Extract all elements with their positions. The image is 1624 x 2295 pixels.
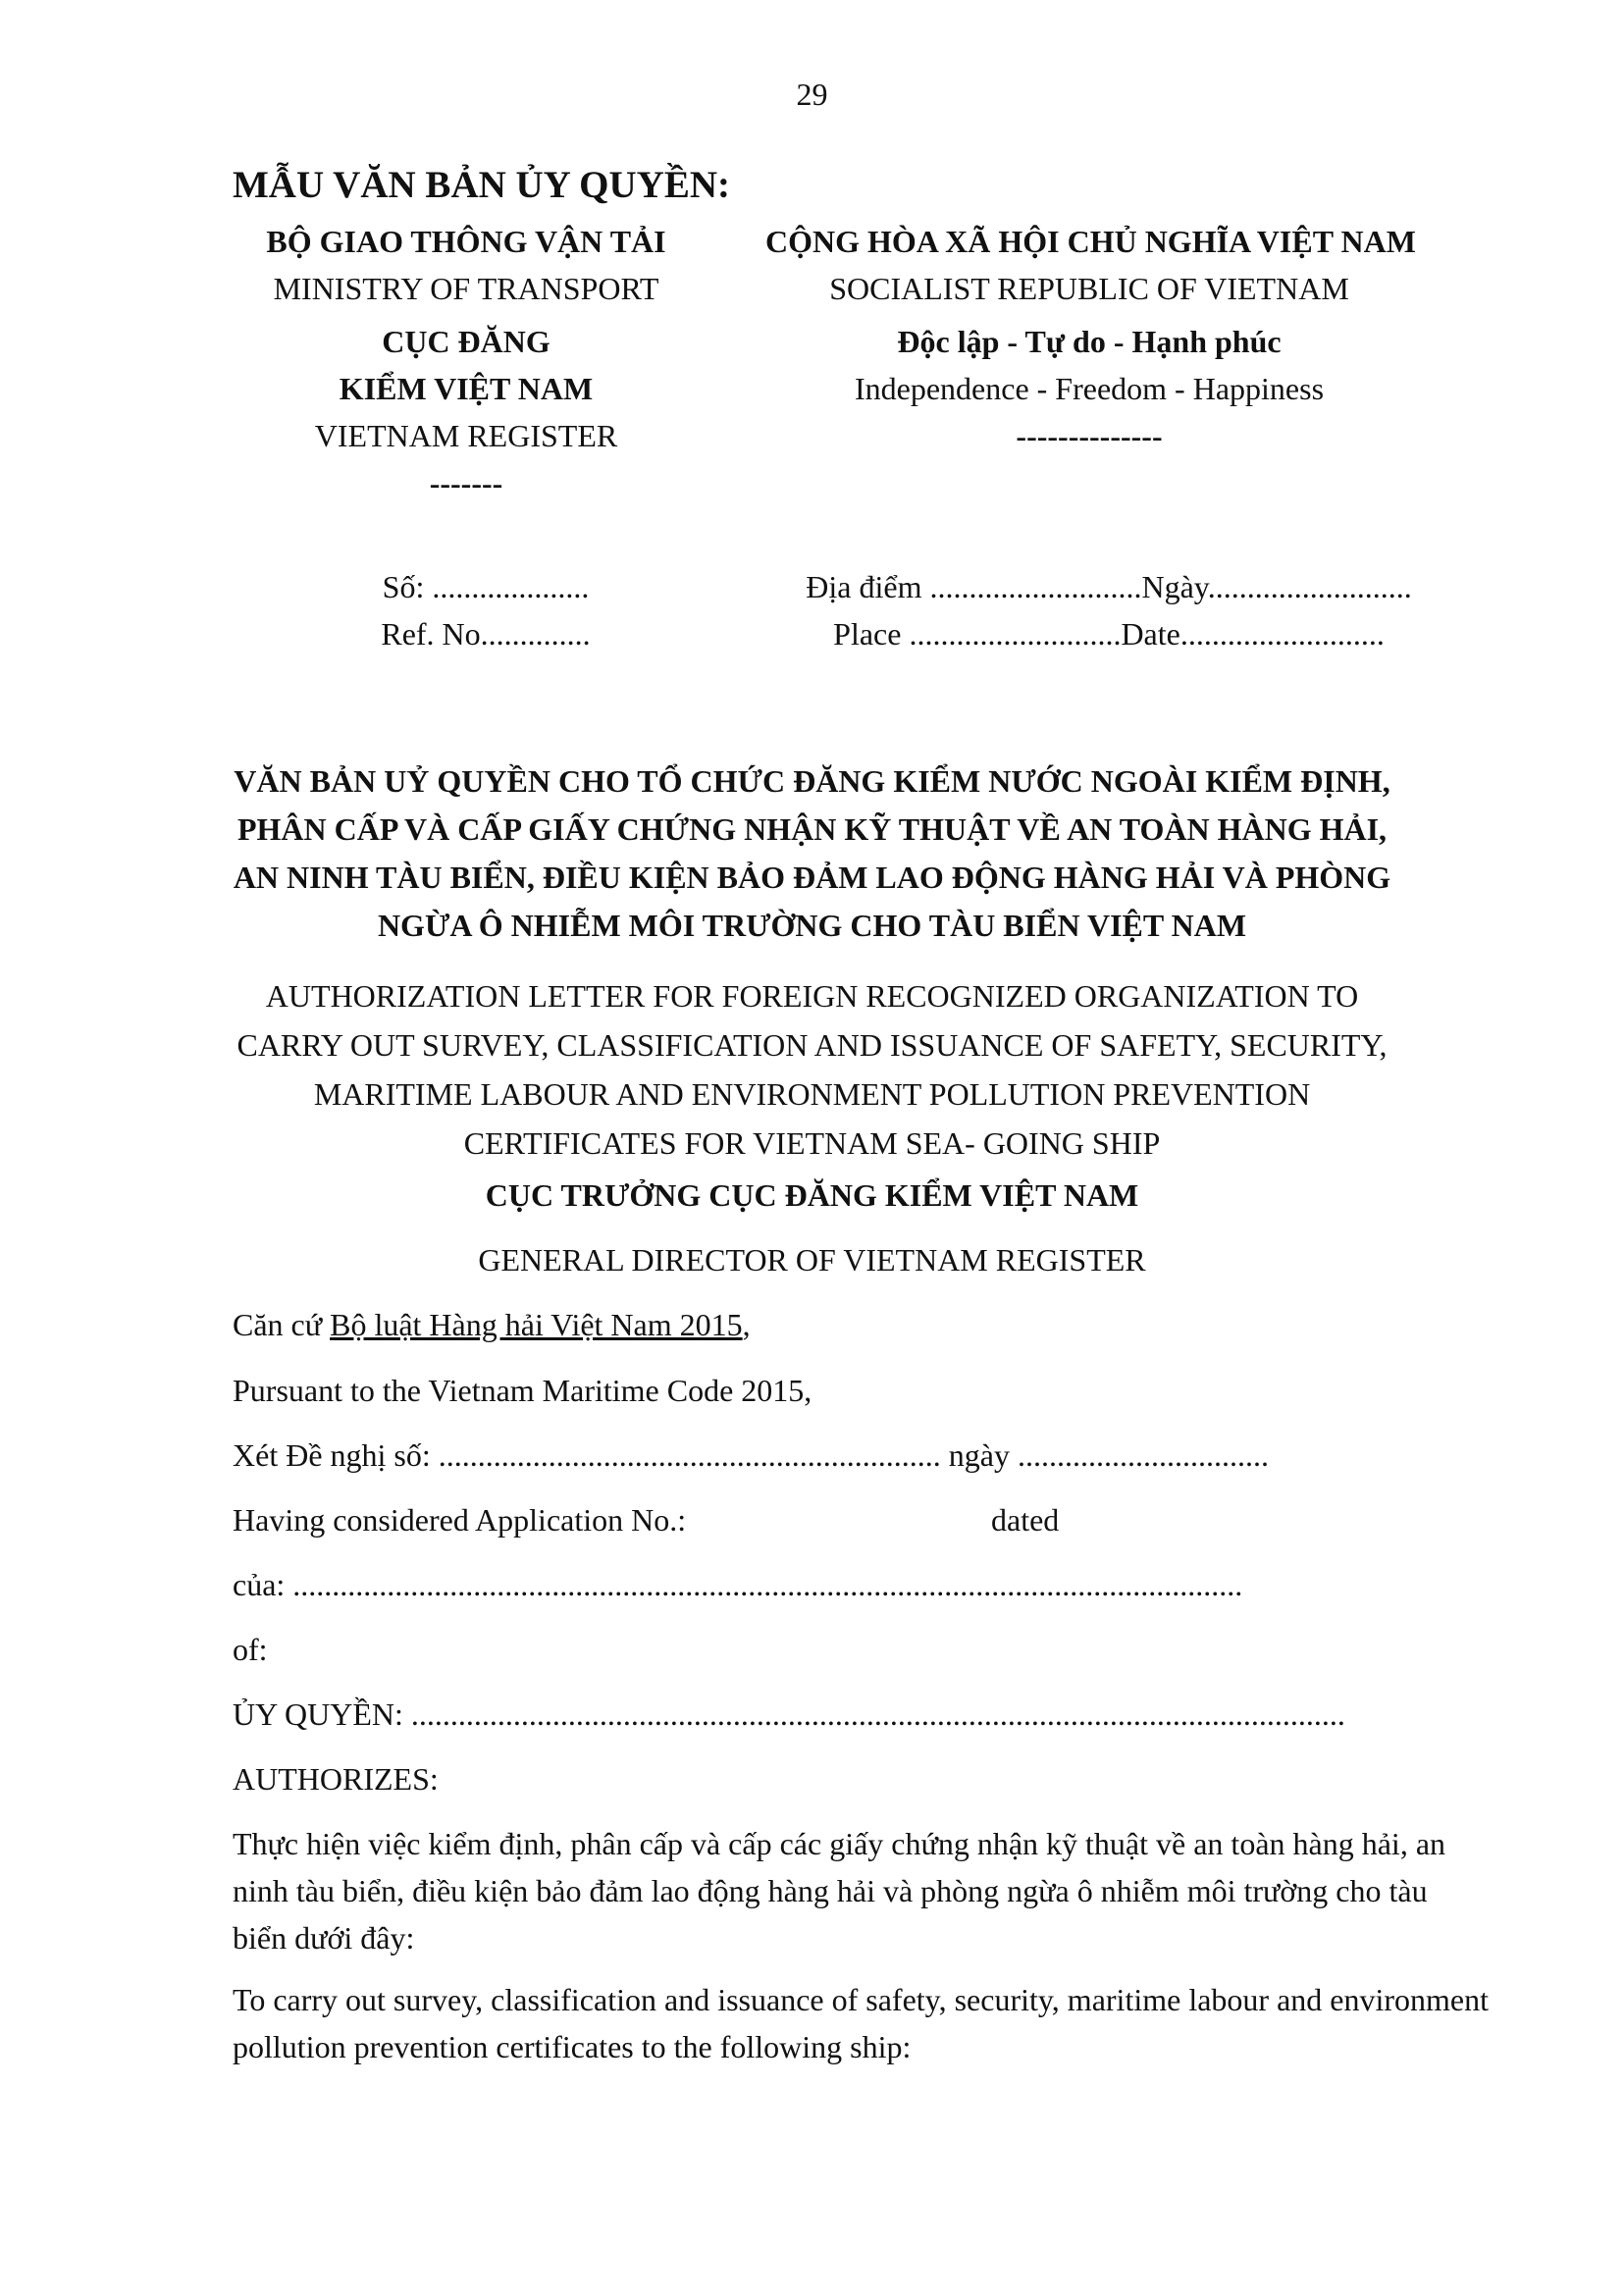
document-title-en: [196, 971, 1428, 1168]
application-dated-en: dated: [991, 1502, 1060, 1538]
authorizes-en: AUTHORIZES:: [233, 1761, 439, 1797]
scope-paragraph-en: To carry out survey, classification and issuance of safety, security, maritime labour and environment pollution prevention certificates to the following ship:: [233, 1982, 1489, 2064]
pursuant-vi: [233, 1307, 751, 1343]
director-title-vi: CỤC TRƯỞNG CỤC ĐĂNG KIỂM VIỆT NAM: [485, 1177, 1139, 1213]
republic-name-vi: CỘNG HÒA XÃ HỘI CHỦ NGHĨA VIỆT NAM: [765, 224, 1416, 259]
authorizes-vi: ỦY QUYỀN: .......................................................................................................................: [233, 1696, 1345, 1732]
title-vi-line: NGỪA Ô NHIỄM MÔI TRƯỜNG CHO TÀU BIỂN VIỆT NAM: [377, 908, 1247, 943]
agency-name-vi: CỤC ĐĂNG KIỂM VIỆT NAM: [339, 324, 594, 406]
motto-en: Independence - Freedom - Happiness: [854, 371, 1325, 406]
title-vi-line: PHÂN CẤP VÀ CẤP GIẤY CHỨNG NHẬN KỸ THUẬT VỀ AN TOÀN HÀNG HẢI,: [236, 811, 1388, 847]
reference-number-en: Ref. No..............: [381, 616, 591, 652]
document-heading: MẪU VĂN BẢN ỦY QUYỀN:: [233, 164, 730, 206]
issuer-separator: -------: [429, 465, 503, 500]
republic-header: [765, 218, 1416, 459]
director-title-en: GENERAL DIRECTOR OF VIETNAM REGISTER: [478, 1242, 1146, 1278]
place-date-block: [765, 563, 1452, 657]
motto-vi: Độc lập - Tự do - Hạnh phúc: [897, 324, 1282, 359]
applicant-vi: của: .........................................................................................................................: [233, 1567, 1243, 1602]
pursuant-vi-suffix: ,: [742, 1307, 751, 1342]
pursuant-vi-prefix: Căn cứ: [233, 1307, 331, 1342]
title-vi-line: AN NINH TÀU BIỂN, ĐIỀU KIỆN BẢO ĐẢM LAO ĐỘNG HÀNG HẢI VÀ PHÒNG: [233, 860, 1391, 895]
issuer-header: [236, 218, 697, 506]
ministry-name-vi: BỘ GIAO THÔNG VẬN TẢI: [266, 224, 666, 259]
title-vi-line: VĂN BẢN UỶ QUYỀN CHO TỔ CHỨC ĐĂNG KIỂM NƯỚC NGOÀI KIỂM ĐỊNH,: [234, 763, 1390, 799]
republic-name-en: SOCIALIST REPUBLIC OF VIETNAM: [829, 271, 1349, 306]
page-number: 29: [796, 77, 828, 112]
place-date-en: Place ...........................Date..........................: [833, 616, 1385, 652]
title-en-line: MARITIME LABOUR AND ENVIRONMENT POLLUTION PREVENTION: [313, 1076, 1311, 1112]
application-number-en: Having considered Application No.:: [233, 1502, 687, 1538]
reference-number-vi: Số: ....................: [382, 569, 590, 604]
reference-number-block: [236, 563, 697, 657]
title-en-line: AUTHORIZATION LETTER FOR FOREIGN RECOGNIZED ORGANIZATION TO: [265, 978, 1359, 1014]
title-en-line: CARRY OUT SURVEY, CLASSIFICATION AND ISSUANCE OF SAFETY, SECURITY,: [236, 1027, 1388, 1063]
place-date-vi: Địa điểm ...........................Ngày..........................: [806, 569, 1412, 604]
pursuant-en: Pursuant to the Vietnam Maritime Code 2015,: [233, 1373, 812, 1408]
republic-separator: --------------: [1016, 418, 1163, 453]
applicant-en: of:: [233, 1632, 268, 1667]
application-number-vi: Xét Đề nghị số: ................................................................ ngày ................................: [233, 1437, 1269, 1473]
document-title-vi: [196, 757, 1428, 950]
maritime-code-link[interactable]: Bộ luật Hàng hải Việt Nam 2015: [330, 1307, 743, 1342]
agency-name-en: VIETNAM REGISTER: [314, 418, 618, 453]
scope-paragraph-vi: Thực hiện việc kiểm định, phân cấp và cấp các giấy chứng nhận kỹ thuật về an toàn hàng hải, an ninh tàu biển, điều kiện bảo đảm lao động hàng hải và phòng ngừa ô nhiễm môi trường cho tàu biển dưới đây:: [233, 1826, 1446, 1956]
ministry-name-en: MINISTRY OF TRANSPORT: [273, 271, 659, 306]
title-en-line: CERTIFICATES FOR VIETNAM SEA- GOING SHIP: [463, 1125, 1161, 1161]
